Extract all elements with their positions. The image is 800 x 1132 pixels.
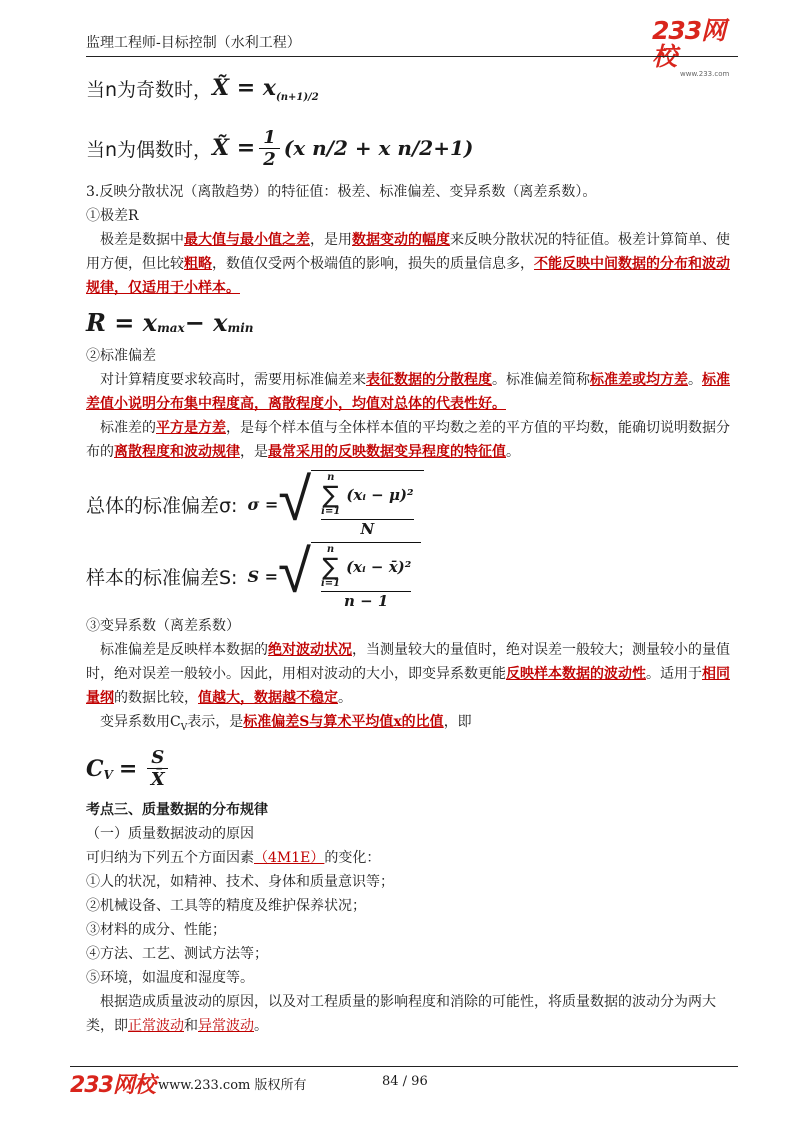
text-run: ，是每个样本值与全体样本值的平均数之差的平方值的平均数，能确切说明数据分布的 — [86, 420, 730, 460]
sum-symbol — [321, 545, 340, 589]
list-item: ④方法、工艺、测试方法等； — [86, 945, 268, 962]
text-run: 根据造成质量波动的原因，以及对工程质量的影响程度和消除的可能性，将质量数据的波动分为两大类，即 — [86, 993, 716, 1034]
cv-paragraph-2 — [86, 710, 738, 740]
pop-numerator — [321, 473, 413, 520]
even-label: 当n为偶数时， — [86, 138, 213, 161]
header-title: 监理工程师-目标控制（水利工程） — [86, 35, 301, 51]
kd3-sub1: （一）质量数据波动的原因 — [86, 825, 254, 842]
highlight: 标准偏差S与算术平均值x的比值 — [243, 714, 444, 730]
pop-num: (xᵢ − μ)² — [346, 486, 414, 504]
even-half-den: 2 — [263, 148, 276, 170]
highlight: 正常波动 — [128, 1017, 184, 1034]
odd-sub: (n+1)/2 — [275, 91, 319, 103]
cv-num: S — [147, 747, 168, 769]
kd3-heading: 考点三、质量数据的分布规律 — [86, 801, 268, 818]
list-item: ⑤环境，如温度和湿度等。 — [86, 969, 254, 986]
list-item: ③材料的成分、性能； — [86, 921, 226, 938]
sample-label: 样本的标准偏差S: — [86, 566, 238, 589]
list-item: ②机械设备、工具等的精度及维护保养状况； — [86, 897, 366, 914]
range-mid: − x — [184, 307, 228, 337]
text-run: ，是 — [240, 444, 268, 460]
even-half-fraction — [259, 127, 280, 170]
sqrt-icon: √ — [278, 465, 312, 535]
highlight: 异常波动 — [198, 1017, 254, 1034]
sigma-icon: ∑ — [322, 553, 339, 581]
text-run: 。适用于 — [646, 666, 702, 682]
pop-label: 总体的标准偏差σ: — [86, 494, 238, 517]
text-run: 极差是数据中 — [100, 232, 184, 248]
sigma-icon: ∑ — [322, 481, 339, 509]
cv-eq: = — [118, 755, 138, 782]
pop-sqrt — [278, 465, 423, 538]
sample-den: n − 1 — [343, 592, 389, 610]
sum-bottom: i=1 — [321, 506, 341, 517]
highlight: 标准差值小说明分布集中程度高，离散程度小，均值对总体的代表性好。 — [86, 372, 730, 412]
highlight: 最大值与最小值之差 — [184, 232, 310, 248]
sample-lhs: S = — [247, 566, 278, 586]
text-run: 变异系数用C — [100, 714, 181, 730]
sqrt-body — [311, 470, 423, 538]
cv-lhs: C — [86, 755, 104, 782]
brand-logo — [652, 16, 738, 78]
text-run: ，即 — [443, 714, 472, 730]
text-run: 。 — [688, 372, 702, 388]
cv-title: ③变异系数（离差系数） — [86, 618, 240, 634]
text-run: 标准偏差是反映样本数据的 — [100, 642, 268, 658]
highlight: 最常采用的反映数据变异程度的特征值 — [268, 444, 506, 460]
footer-logo: 233网校 — [70, 1073, 155, 1098]
std-paragraph-1 — [86, 368, 738, 416]
text-run: 对计算精度要求较高时，需要用标准偏差来 — [100, 372, 366, 388]
highlight: 值越大，数据越不稳定 — [198, 690, 338, 706]
footer-site: www.233.com 版权所有 — [158, 1078, 307, 1093]
highlight: 反映样本数据的波动性 — [506, 666, 646, 682]
text-run: ，数值仅受两个极端值的影响，损失的质量信息多， — [212, 256, 534, 272]
sum-bottom: i=1 — [320, 578, 341, 589]
sum-top: n — [326, 544, 335, 555]
text-run: 。标准偏差简称 — [492, 372, 590, 388]
subscript: V — [180, 722, 188, 733]
highlight: （4M1E） — [254, 849, 325, 866]
std-paragraph-2 — [86, 416, 738, 464]
list-item: ①人的状况，如精神、技术、身体和质量意识等； — [86, 873, 394, 890]
text-run: 的变化： — [324, 849, 381, 866]
section3-heading: 3.反映分散状况（离散趋势）的特征值：极差、标准偏差、变异系数（离差系数）。 — [86, 184, 597, 200]
cv-sub: V — [103, 767, 113, 782]
logo-url: www.233.com — [680, 70, 730, 78]
range-min: min — [227, 321, 254, 335]
sample-numerator — [321, 545, 411, 592]
highlight: 粗略 — [184, 256, 212, 272]
even-inner: (x n/2 + x n/2+1) — [283, 136, 474, 160]
range-title: ①极差R — [86, 208, 139, 224]
sample-std-formula — [86, 537, 738, 610]
range-formula — [86, 300, 738, 344]
text-run: 。 — [254, 1017, 268, 1034]
median-odd-formula — [86, 60, 738, 116]
cv-den: X̄ — [150, 769, 165, 791]
pop-lhs: σ = — [247, 494, 279, 514]
text-run: ，是用 — [310, 232, 352, 248]
highlight: 绝对波动状况 — [268, 642, 352, 658]
cv-paragraph-1 — [86, 638, 738, 710]
odd-label: 当n为奇数时， — [86, 78, 213, 101]
highlight: 表征数据的分散程度 — [366, 372, 492, 388]
odd-expr: X̃ = x — [212, 75, 276, 101]
sqrt-icon: √ — [278, 537, 311, 607]
text-run: 来反映分散状况的特征值。极差计算简单、使用方便，但比较 — [86, 232, 730, 272]
sample-sqrt — [278, 537, 421, 610]
sqrt-body — [311, 542, 421, 610]
even-half-num: 1 — [259, 127, 280, 149]
std-title: ②标准偏差 — [86, 348, 156, 364]
highlight: 不能反映中间数据的分布和波动规律，仅适用于小样本。 — [86, 256, 730, 296]
logo-text: 233网校 — [652, 16, 726, 71]
population-std-formula — [86, 465, 738, 538]
text-run: 的数据比较， — [114, 690, 198, 706]
footer-divider — [70, 1066, 738, 1067]
kd3-final — [86, 990, 738, 1038]
sum-top: n — [327, 472, 335, 483]
range-max: max — [157, 321, 185, 335]
highlight: 数据变动的幅度 — [352, 232, 450, 248]
highlight: 离散程度和波动规律 — [114, 444, 240, 460]
highlight: 相同量纲 — [86, 666, 730, 706]
text-run: 和 — [184, 1017, 198, 1034]
highlight: 平方是方差 — [156, 420, 226, 436]
text-run: 。 — [506, 444, 520, 460]
header-divider — [86, 56, 738, 57]
range-expr: R = x — [86, 307, 158, 337]
highlight: 标准差或均方差 — [590, 372, 688, 388]
range-paragraph — [86, 228, 738, 300]
cv-fraction — [147, 747, 168, 790]
median-even-formula — [86, 116, 738, 180]
text-run: 可归纳为下列五个方面因素 — [86, 849, 254, 866]
even-expr: X̃ = — [212, 135, 256, 161]
kd3-intro — [86, 846, 738, 870]
page-number: 84 / 96 — [382, 1074, 428, 1089]
cv-formula — [86, 740, 738, 798]
text-run: 。 — [338, 690, 352, 706]
text-run: ，当测量较大的量值时，绝对误差一般较大；测量较小的量值时，绝对误差一般较小。因此，用相对波动的大小，即变异系数更能 — [86, 642, 730, 682]
sample-num: (xᵢ − x̄)² — [346, 558, 412, 576]
sum-symbol — [321, 473, 340, 517]
text-run: 标准差的 — [100, 420, 156, 436]
pop-den: N — [360, 520, 375, 538]
page-content — [86, 60, 738, 1038]
text-run: 表示，是 — [187, 714, 244, 730]
